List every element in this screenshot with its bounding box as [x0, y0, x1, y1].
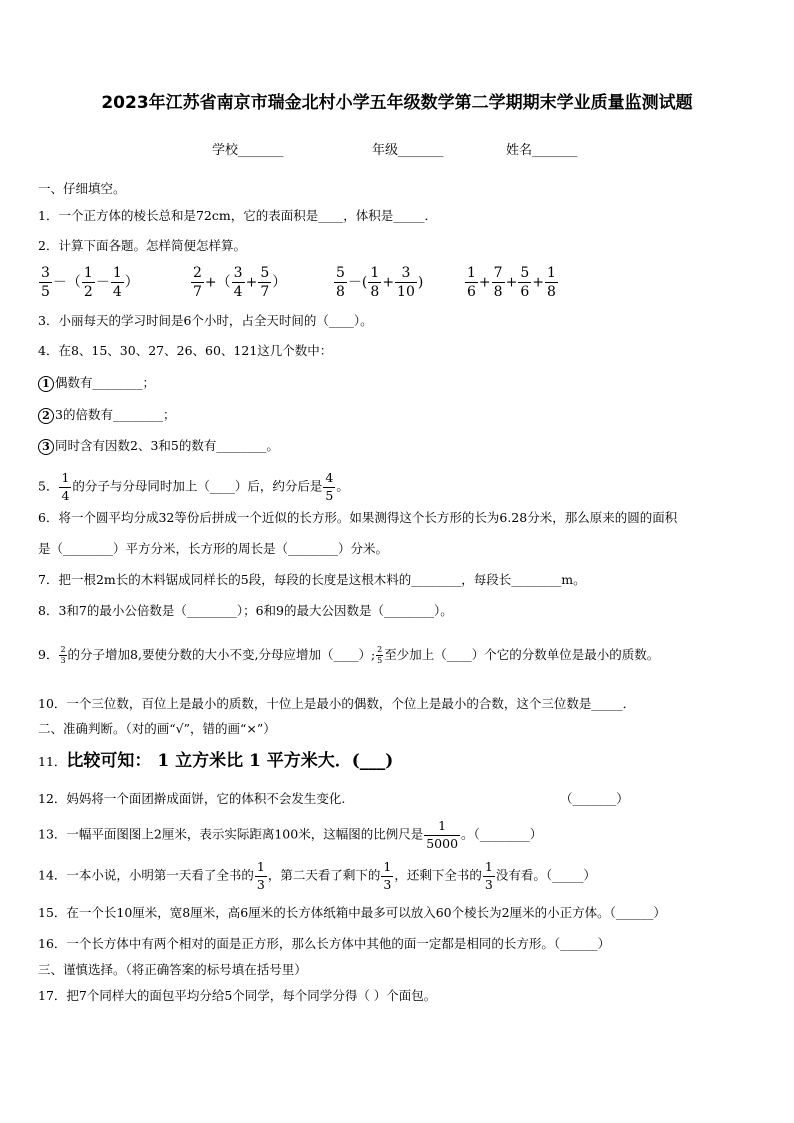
question-4-item-1: 1 偶数有________； [38, 374, 155, 392]
question-6-line-2: 是（________）平方分米，长方形的周长是（________）分米。 [38, 541, 389, 556]
circled-number-icon: 2 [38, 408, 54, 424]
question-15: 15．在一个长10厘米，宽8厘米，高6厘米的长方体纸箱中最多可以放入60个棱长为2厘米的小正方体。（______） [38, 905, 666, 920]
question-7: 7．把一根2m长的木料锯成同样长的5段，每段的长度是这根木料的________，每段长________m。 [38, 572, 586, 587]
expression-b: $\frac{2}{7}$ +（ $\frac{3}{4}$ + $\frac{5}{7}$ ） [193, 265, 287, 300]
question-16: 16．一个长方体中有两个相对的面是正方形，那么长方体中其他的面一定都是相同的长方形。（______） [38, 936, 611, 951]
name-field: 姓名_______ [506, 143, 578, 158]
expression-c: $\frac{5}{8}$ －( $\frac{1}{8}$ + $\frac{3}{10}$ ) [336, 265, 424, 300]
fraction: $\frac{7}{8}$ [493, 265, 503, 300]
section-2-heading: 二、准确判断。（对的画“√”，错的画“×”） [38, 721, 276, 736]
page-title: 2023年江苏省南京市瑞金北村小学五年级数学第二学期期末学业质量监测试题 [101, 93, 693, 113]
fraction: $\frac{5}{6}$ [520, 265, 530, 300]
question-11: 11．比较可知： 1 立方米比 1 平方米大．(___) [38, 751, 394, 771]
fraction: $\frac{3}{4}$ [233, 265, 243, 300]
question-4: 4．在8、15、30、27、26、60、121这几个数中： [38, 343, 333, 358]
fraction: $\frac{2}{5}$ [377, 645, 383, 665]
fraction: $\frac{1}{4}$ [61, 470, 70, 503]
circled-number-icon: 1 [38, 376, 54, 392]
question-8: 8．3和7的最小公倍数是（________）；6和9的最大公因数是（________）。 [38, 603, 453, 618]
fraction: $\frac{3}{10}$ [397, 265, 415, 300]
question-3: 3．小丽每天的学习时间是6个小时，占全天时间的（____）。 [38, 313, 373, 328]
question-9: 9． $\frac{2}{3}$ 的分子增加8,要使分数的大小不变,分母应增加（____）; $\frac{2}{5}$ 至少加上（____）个它的分数单位是最小的质数。 [38, 645, 660, 665]
fraction: $\frac{2}{7}$ [193, 265, 202, 300]
question-4-item-2: 2 3的倍数有________； [38, 406, 175, 424]
question-17: 17．把7个同样大的面包平均分给5个同学，每个同学分得（ ）个面包。 [38, 988, 437, 1003]
question-4-item-3: 3 同时含有因数2、3和5的数有________。 [38, 437, 279, 455]
expression-a: $\frac{3}{5}$ －（ $\frac{1}{2}$ － $\frac{1}{4}$ ） [41, 265, 139, 300]
fraction: $\frac{5}{7}$ [260, 265, 270, 300]
question-1: 1．一个正方体的棱长总和是72cm，它的表面积是____，体积是_____． [38, 208, 437, 223]
question-5: 5． $\frac{1}{4}$ 的分子与分母同时加上（____）后，约分后是 $\frac{4}{5}$ 。 [38, 470, 349, 503]
question-6-line-1: 6．将一个圆平均分成32等份后拼成一个近似的长方形。如果测得这个长方形的长为6.28分米，那么原来的圆的面积 [38, 510, 678, 525]
fraction: $\frac{1}{6}$ [467, 265, 476, 300]
fraction: $\frac{1}{3}$ [256, 859, 265, 892]
fraction: $\frac{3}{5}$ [41, 265, 50, 300]
question-12-answer-blank: （_______） [560, 791, 629, 806]
question-10: 10．一个三位数，百位上是最小的质数，十位上是最小的偶数，个位上是最小的合数，这个三位数是_____． [38, 696, 636, 711]
school-field: 学校_______ [212, 143, 284, 158]
fraction: $\frac{1}{8}$ [370, 265, 380, 300]
question-12: 12．妈妈将一个面团擀成面饼，它的体积不会发生变化. [38, 791, 346, 806]
grade-field: 年级_______ [372, 143, 444, 158]
question-2: 2．计算下面各题。怎样简便怎样算。 [38, 238, 246, 253]
section-3-heading: 三、谨慎选择。（将正确答案的标号填在括号里） [38, 962, 307, 977]
expression-d: $\frac{1}{6}$ + $\frac{7}{8}$ + $\frac{5}{6}$ + $\frac{1}{8}$ [467, 265, 556, 300]
fraction: $\frac{5}{8}$ [336, 265, 345, 300]
question-14: 14．一本小说，小明第一天看了全书的 $\frac{1}{3}$ ，第二天看了剩下的 $\frac{1}{3}$ ，还剩下全书的 $\frac{1}{3}$ 没有看。（_____） [38, 859, 596, 892]
question-13: 13．一幅平面图图上2厘米，表示实际距离100米，这幅图的比例尺是 $\frac{1}{5000}$ 。（________） [38, 818, 543, 851]
fraction: $\frac{1}{5000}$ [426, 818, 459, 851]
fraction: $\frac{4}{5}$ [325, 470, 334, 503]
section-1-heading: 一、仔细填空。 [38, 181, 126, 196]
fraction: $\frac{1}{8}$ [546, 265, 556, 300]
fraction: $\frac{1}{2}$ [83, 265, 93, 300]
fraction: $\frac{2}{3}$ [60, 645, 66, 665]
fraction: $\frac{1}{4}$ [112, 265, 122, 300]
fraction: $\frac{1}{3}$ [484, 859, 493, 892]
circled-number-icon: 3 [38, 439, 54, 455]
fraction: $\frac{1}{3}$ [383, 859, 392, 892]
